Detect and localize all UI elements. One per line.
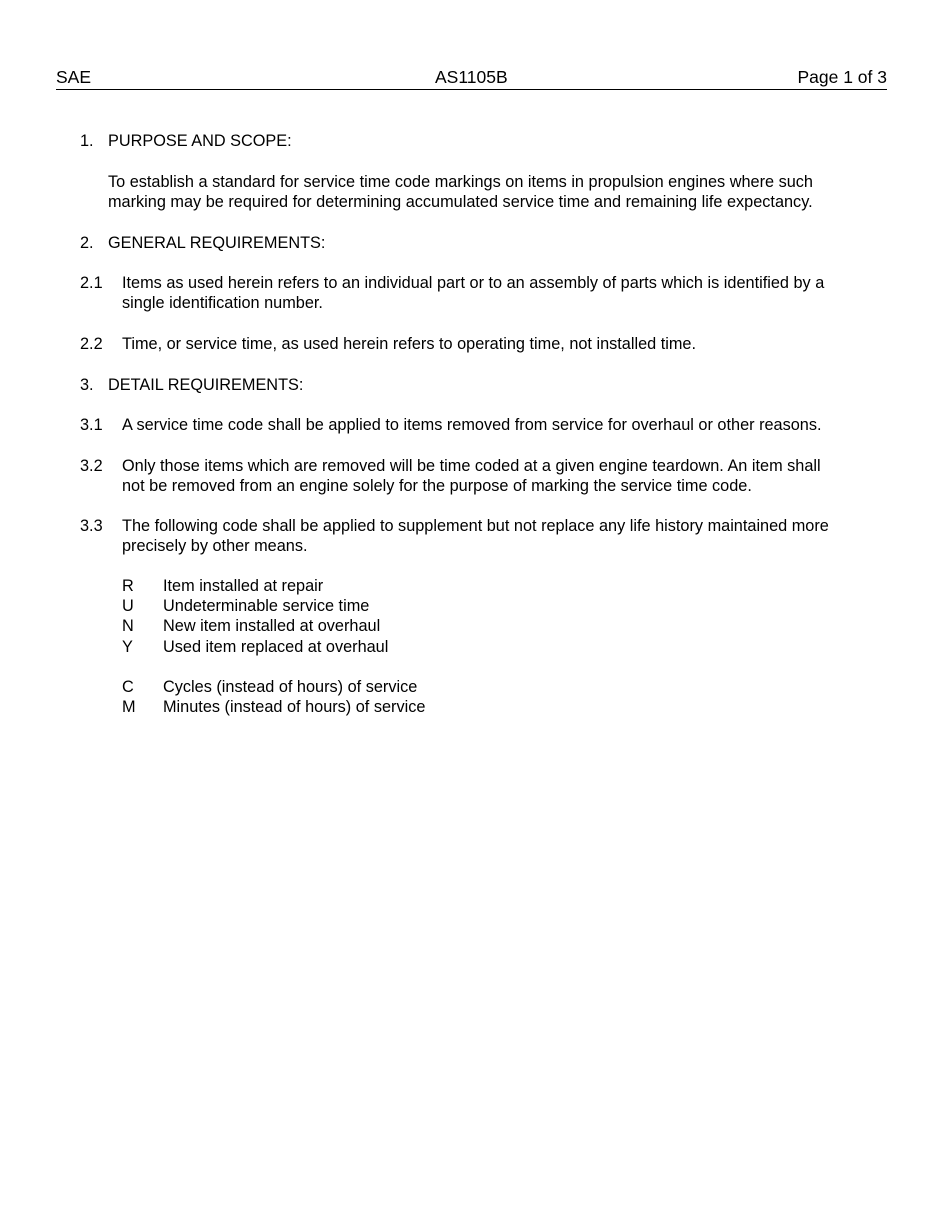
- paragraph-line: The following code shall be applied to supplement but not replace any life history maintained more: [122, 517, 829, 535]
- code-letter: C: [122, 678, 134, 696]
- paragraph-line: marking may be required for determining accumulated service time and remaining life expectancy.: [108, 193, 813, 212]
- paragraph-line: Items as used herein refers to an individual part or to an assembly of parts which is identified by a: [122, 274, 825, 292]
- code-letter: R: [122, 577, 134, 595]
- paragraph-line: To establish a standard for service time code markings on items in propulsion engines where such: [108, 173, 813, 191]
- code-letter: M: [122, 698, 136, 716]
- code-description: Cycles (instead of hours) of service: [163, 678, 418, 696]
- paragraph-line: Only those items which are removed will be time coded at a given engine teardown. An item shall: [122, 457, 821, 475]
- page-header: [56, 67, 887, 90]
- code-description: Item installed at repair: [163, 577, 324, 595]
- header-document-number: AS1105B: [435, 67, 508, 87]
- section-number: 3.3: [80, 517, 103, 535]
- section-number: 2.1: [80, 274, 103, 292]
- section-number: 1.: [80, 132, 94, 150]
- code-description: Minutes (instead of hours) of service: [163, 698, 426, 716]
- section-number: 3.2: [80, 457, 103, 475]
- section-number: 2.: [80, 234, 94, 252]
- paragraph-line: single identification number.: [122, 294, 323, 313]
- code-description: New item installed at overhaul: [163, 617, 381, 635]
- section-number: 3.1: [80, 416, 103, 434]
- header-organization: SAE: [56, 67, 92, 87]
- section-number: 3.: [80, 376, 94, 394]
- section-title: DETAIL REQUIREMENTS:: [108, 376, 304, 394]
- code-letter: Y: [122, 638, 133, 656]
- code-description: Undeterminable service time: [163, 597, 370, 615]
- paragraph-line: precisely by other means.: [122, 537, 308, 556]
- section-1-body: [108, 172, 813, 213]
- paragraph-line: not be removed from an engine solely for the purpose of marking the service time code.: [122, 477, 752, 496]
- code-description: Used item replaced at overhaul: [163, 638, 389, 656]
- section-number: 2.2: [80, 335, 103, 353]
- paragraph-line: A service time code shall be applied to items removed from service for overhaul or other reasons.: [122, 416, 822, 434]
- paragraph-line: Time, or service time, as used herein refers to operating time, not installed time.: [122, 335, 697, 353]
- code-letter: U: [122, 597, 134, 615]
- section-title: PURPOSE AND SCOPE:: [108, 132, 292, 150]
- code-letter: N: [122, 617, 134, 635]
- section-title: GENERAL REQUIREMENTS:: [108, 234, 326, 252]
- header-page-number: Page 1 of 3: [797, 67, 887, 87]
